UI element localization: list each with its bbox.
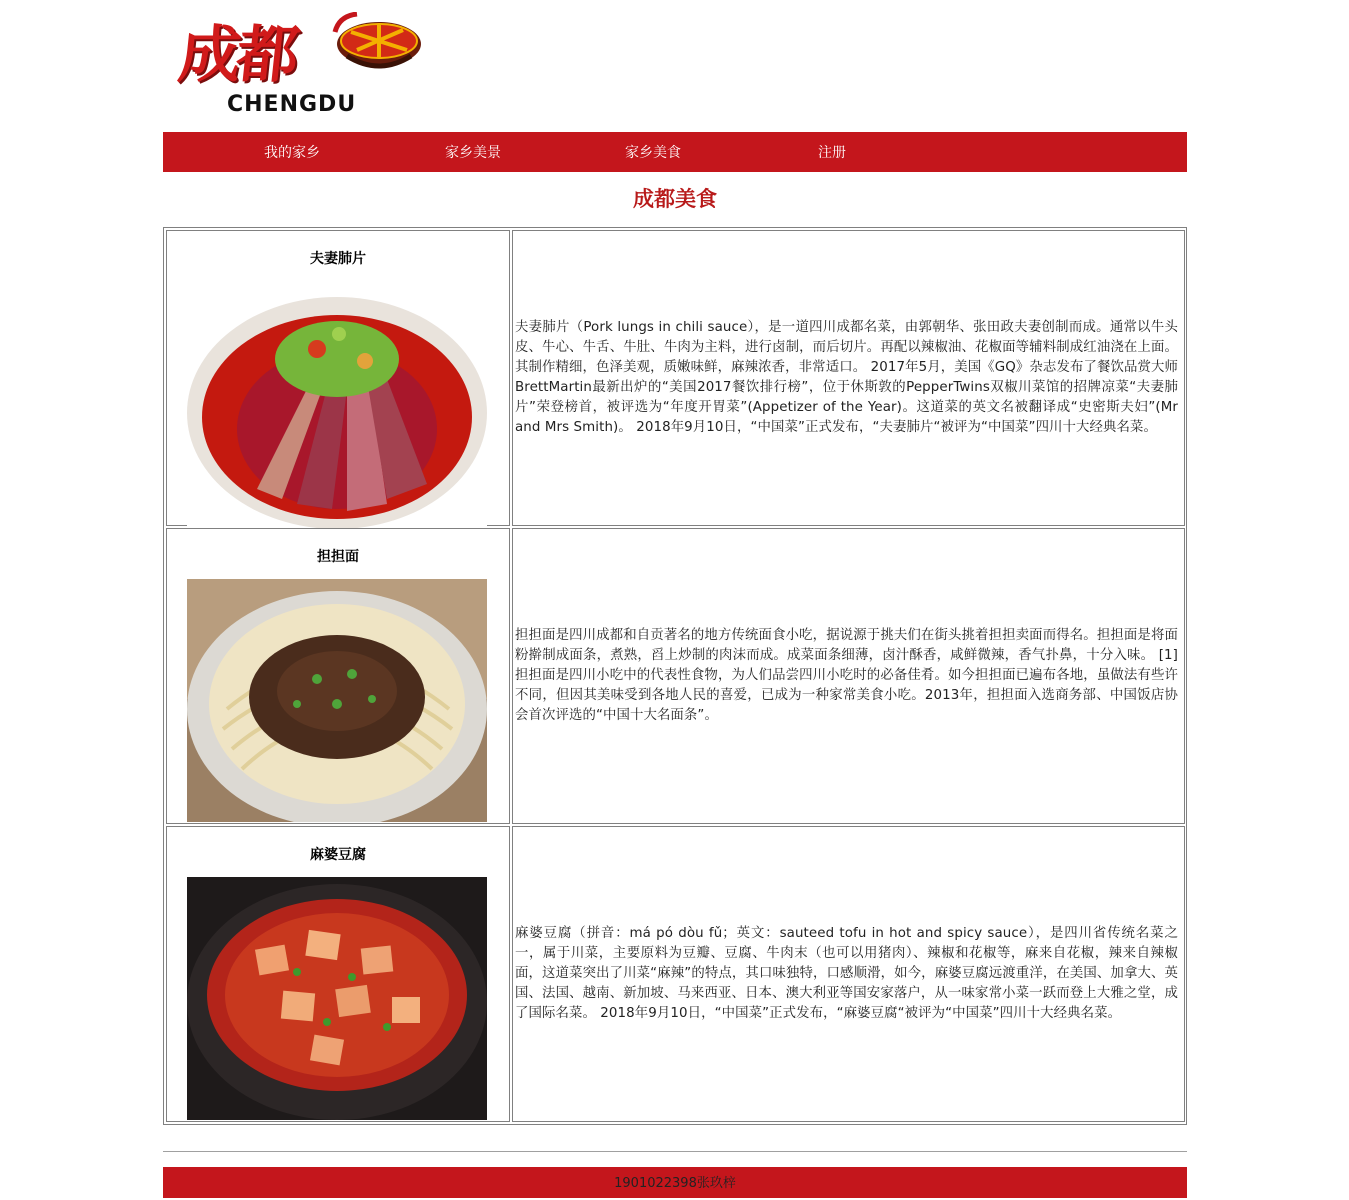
nav-item-register[interactable]: 注册 [818,145,846,161]
page-title: 成都美食 [633,187,717,211]
mapo-tofu-image [187,877,487,1120]
dish-description: 麻婆豆腐（拼音：má pó dòu fǔ；英文：sauteed tofu in hot and spicy sauce），是四川省传统名菜之一，属于川菜，主要原料为豆瓣、豆腐、牛肉末（也可以用猪肉）、辣椒和花椒等，麻来自花椒，辣来自辣椒面，这道菜突出了川菜“麻辣”的特点，其口味独特，口感顺滑，如今，麻婆豆腐远渡重洋，在美国、加拿大、英国、法国、越南、新加坡、马来西亚、日本、澳大利亚等国安家落户，从一味家常小菜一跃而登上大雅之堂，成了国际名菜。 2018年9月10日，“中国菜”正式发布，“麻婆豆腐“被评为“中国菜”四川十大经典名菜。 [515,926,1178,1021]
dish-description: 担担面是四川成都和自贡著名的地方传统面食小吃，据说源于挑夫们在街头挑着担担卖面而得名。担担面是将面粉擀制成面条，煮熟，舀上炒制的肉沫而成。成菜面条细薄，卤汁酥香，咸鲜微辣，香气扑鼻，十分入味。 [1] 担担面是四川小吃中的代表性食物，为人们品尝四川小吃时的必备佳肴。如今担担面已遍布各地，虽做法有些许不同，但因其美味受到各地人民的喜爱，已成为一种家常美食小吃。2013年，担担面入选商务部、中国饭店协会首次评选的“中国十大名面条”。 [515,628,1178,723]
nav-item-hometown[interactable]: 我的家乡 [264,145,320,161]
logo-chinese-text: 成都 [175,18,299,91]
table-row-image-cell [166,826,510,1122]
table-row-description-cell [512,528,1185,824]
site-logo[interactable] [175,12,425,122]
main-nav [163,132,1187,172]
table-row-image-cell [166,528,510,824]
nav-item-food[interactable]: 家乡美食 [625,145,681,161]
dish-description: 夫妻肺片（Pork lungs in chili sauce），是一道四川成都名菜，由郭朝华、张田政夫妻创制而成。通常以牛头皮、牛心、牛舌、牛肚、牛肉为主料，进行卤制，而后切片。再配以辣椒油、花椒面等辅料制成红油浇在上面。其制作精细，色泽美观，质嫩味鲜，麻辣浓香，非常适口。 2017年5月，美国《GQ》杂志发布了餐饮品赏大师BrettMartin最新出炉的“美国2017餐饮排行榜”，位于休斯敦的PepperTwins双椒川菜馆的招牌凉菜“夫妻肺片”荣登榜首，被评选为“年度开胃菜”(Appetizer of the Year)。这道菜的英文名被翻译成“史密斯夫妇”(Mr and Mrs Smith)。 2018年9月10日，“中国菜”正式发布，“夫妻肺片“被评为“中国菜”四川十大经典名菜。 [515,320,1178,435]
fuqi-feipian-image [187,289,487,532]
nav-item-scenery[interactable]: 家乡美景 [445,145,501,161]
dandan-noodles-image [187,579,487,822]
hotpot-icon [327,12,423,82]
footer-divider [163,1151,1187,1152]
dish-name: 麻婆豆腐 [310,847,366,863]
logo-english-text: CHENGDU [227,92,357,117]
food-table [163,227,1187,1125]
table-row-description-cell [512,826,1185,1122]
dish-name: 夫妻肺片 [310,251,366,267]
table-row-description-cell [512,230,1185,526]
footer: 1901022398张玖梓 [163,1167,1187,1198]
table-row-image-cell [166,230,510,526]
dish-name: 担担面 [317,549,359,565]
